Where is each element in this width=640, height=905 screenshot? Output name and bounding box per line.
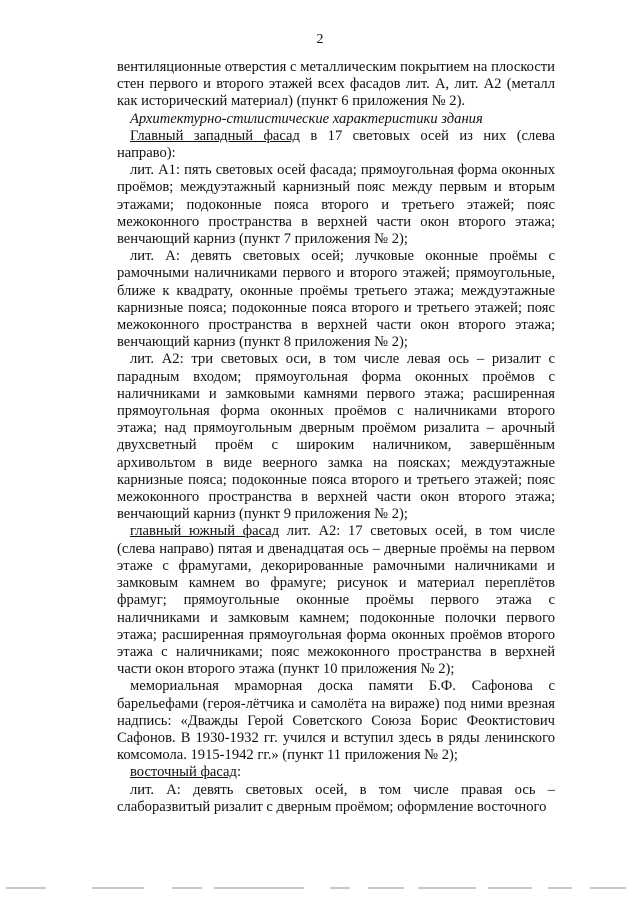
east-facade-text: : — [236, 764, 242, 781]
west-facade-text: в 17 световых осей из них (слева направо): — [117, 127, 555, 162]
scan-edge-artifacts — [0, 887, 640, 891]
west-facade-title: Главный западный фасад — [130, 127, 300, 144]
document-body — [117, 59, 555, 816]
paragraph-lit-a: лит. А: девять световых осей; лучковые оконные проёмы с рамочными наличниками первого и второго этажей; прямоугольные, ближе к квадрату, оконные проёмы третьего этажа; междуэтажные карнизные пояса; подоконные пояса второго и третьего этажей; пояс межоконного пространства в верхней части окон второго этажа; венчающий карниз (пункт 8 приложения № 2); — [117, 248, 555, 351]
page-number: 2 — [316, 32, 324, 47]
south-facade-text: лит. А2: 17 световых осей, в том числе (слева направо) пятая и двенадцатая ось – дверные проёмы на первом этаже с фрамугами, декорированные рамочными наличниками и замковым камнем во фрамуге; рисунок и материал переплётов фрамуг; прямоугольные оконные проёмы первого этажа с наличниками и замковым камнем; подоконные полочки первого этажа; расширенная прямоугольная форма оконных проёмов второго этажа с наличниками; пояс межоконного пространства в верхней части окон второго этажа (пункт 10 приложения № 2); — [117, 523, 556, 678]
paragraph-east-lit-a: лит. А: девять световых осей, в том числе правая ось – слаборазвитый ризалит с дверным проёмом; оформление восточного — [117, 781, 555, 815]
east-facade-title: восточный фасад — [130, 764, 237, 781]
paragraph-lit-a1: лит. А1: пять световых осей фасада; прямоугольная форма оконных проёмов; междуэтажный карнизный пояс между первым и вторым этажами; подоконные пояса второго и третьего этажей; пояс межоконного пространства в верхней части окон второго этажа; венчающий карниз (пункт 7 приложения № 2); — [117, 162, 555, 248]
paragraph-ventilation: вентиляционные отверстия с металлическим покрытием на плоскости стен первого и второго этажей всех фасадов лит. А, лит. А2 (металл как исторический материал) (пункт 6 приложения № 2). — [117, 59, 555, 110]
paragraph-east-facade — [117, 764, 555, 781]
section-heading: Архитектурно-стилистические характеристики здания — [130, 110, 483, 127]
south-facade-title: главный южный фасад — [130, 523, 280, 540]
paragraph-memorial-plaque: мемориальная мраморная доска памяти Б.Ф. Сафонова с барельефами (героя-лётчика и самолёта на вираже) под ними врезная надпись: «Дважды Герой Советского Союза Борис Феоктистович Сафонов. В 1930-1932 гг. учился и вступил здесь в ряды ленинского комсомола. 1915-1942 гг.» (пункт 11 приложения № 2); — [117, 678, 555, 764]
paragraph-lit-a2: лит. А2: три световых оси, в том числе левая ось – ризалит с парадным входом; прямоугольная форма оконных проёмов с наличниками и замковыми камнями первого этажа; расширенная прямоугольная форма оконных проёмов с наличниками второго этажа; над прямоугольным дверным проёмом ризалита – арочный двухсветный проём с широким наличником, завершённым архивольтом в виде веерного замка на поясках; междуэтажные карнизные пояса; подоконные пояса второго и третьего этажей; пояс межоконного пространства в верхней части окон второго этажа; венчающий карниз (пункт 9 приложения № 2); — [117, 351, 555, 523]
paragraph-south-facade — [117, 523, 555, 678]
paragraph-west-facade — [117, 128, 555, 162]
